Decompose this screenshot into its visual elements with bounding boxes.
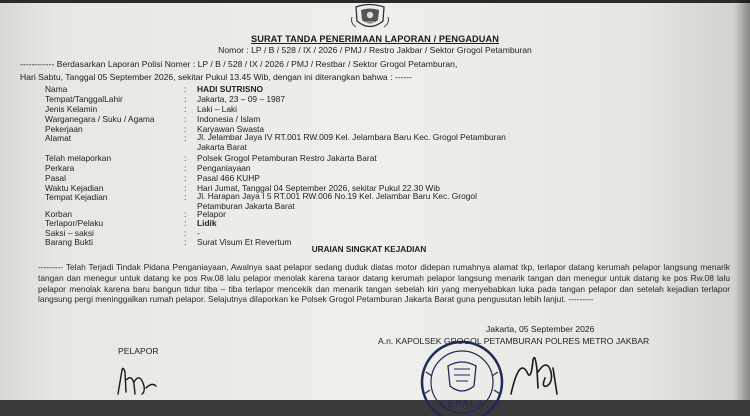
field-colon: :: [184, 133, 187, 143]
field-value: HADI SUTRISNO: [197, 84, 264, 94]
reporter-signature-icon: [112, 364, 162, 398]
field-label: Telah melaporkan: [45, 153, 112, 163]
field-colon: :: [184, 104, 187, 114]
field-label: Nama: [45, 84, 68, 94]
field-label: Saksi – saksi: [45, 228, 94, 238]
incident-summary-heading: [0, 245, 750, 254]
field-value: Karyawan Swasta: [197, 124, 265, 134]
field-value: Lidik: [197, 218, 217, 228]
field-value: Hari Jumat, Tanggal 04 September 2026, sekitar Pukul 22.30 Wib: [197, 183, 440, 193]
field-value: Surat Visum Et Revertum: [197, 237, 292, 247]
signer-title: A.n. KAPOLSEK GROGOL PETAMBURAN POLRES METRO JAKBAR: [378, 336, 650, 346]
field-colon: :: [184, 209, 187, 219]
field-value: Indonesia / Islam: [197, 114, 261, 124]
field-label: Warganegara / Suku / Agama: [45, 114, 155, 124]
police-emblem-icon: [348, 3, 392, 31]
field-colon: :: [184, 237, 187, 247]
field-colon: :: [184, 94, 187, 104]
incident-summary-text: --------- Telah Terjadi Tindak Pidana Penganiayaan, Awalnya saat pelapor sedang duduk diatas motor didepan rumahnya alamat tkp, terlapor datang kerumah pelapor langsung menarik tangan dan menegur untuk datang ke pos Rw.08 lalu pelapor menolak karena taraor datang kerumah pelapor langsung menarik tangan dan menegur untuk datang ke pos Rw.08 lalu pelapor menolak karena baru bangun tidur tiba – tiba terlapor mencekik dan menarik tangan sebelah kiri yang menyebabkan luka pada tangan pelapor dan setelah kejadian terlapor langsung pergi meninggalkan rumah pelapor. Selajutnya dilaporkan ke Polsek Grogol Petamburan Jakarta Barat guna pengusutan lebih lanjut. ---------: [38, 262, 730, 305]
officer-signature-icon: [505, 348, 565, 398]
field-colon: :: [184, 173, 187, 183]
intro-paragraph: [20, 58, 540, 83]
field-label: Barang Bukti: [45, 237, 93, 247]
field-value: Polsek Grogol Petamburan Restro Jakarta Barat: [197, 153, 377, 163]
field-colon: :: [184, 183, 187, 193]
field-value: Pasal 466 KUHP: [197, 173, 260, 183]
field-colon: :: [184, 153, 187, 163]
document-title: SURAT TANDA PENERIMAAN LAPORAN / PENGADUAN: [250, 34, 499, 44]
field-value: Pelapor: [197, 209, 226, 219]
field-label: Pekerjaan: [45, 124, 83, 134]
intro-line-2: Hari Sabtu, Tanggal 05 September 2026, sekitar Pukul 13.45 Wib, dengan ini diterangkan bahwa : ------: [20, 71, 413, 82]
official-stamp-icon: [410, 336, 514, 416]
field-colon: :: [184, 114, 187, 124]
field-value: Laki – Laki: [197, 104, 238, 114]
report-number: Nomor : LP / B / 528 / IX / 2026 / PMJ / Restro Jakbar / Sektor Grogol Petamburan: [218, 45, 532, 55]
field-value: Jl. Jelambar Jaya IV RT.001 RW.009 Kel. Jelambara Baru Kec. Grogol Petamburan Jakarta Barat: [197, 132, 506, 152]
issue-date: Jakarta, 05 September 2026: [486, 324, 595, 334]
intro-line-1: ------------ Berdasarkan Laporan Polisi Nomer : LP / B / 528 / IX / 2026 / PMJ / Restbar / Sektor Grogol Petamburan,: [20, 59, 458, 69]
field-value: Jl. Harapan Jaya I 5 RT.001 RW.006 No.19 Kel. Jelambar Baru Kec. Grogol Petamburan Jakarta Barat: [197, 191, 477, 211]
field-colon: :: [184, 228, 187, 238]
field-value: Jakarta, 23 – 09 – 1987: [197, 94, 286, 104]
field-label: Pasal: [45, 173, 66, 183]
field-colon: :: [184, 218, 187, 228]
field-label: Alamat: [45, 133, 72, 143]
field-label: Terlapor/Pelaku: [45, 218, 104, 228]
field-value: Penganiayaan: [197, 163, 251, 173]
field-label: Tempat Kejadian: [45, 192, 108, 202]
field-colon: :: [184, 192, 187, 202]
field-colon: :: [184, 84, 187, 94]
incident-summary-heading-text: URAIAN SINGKAT KEJADIAN: [311, 245, 427, 254]
field-colon: :: [184, 163, 187, 173]
reporter-label: PELAPOR: [118, 346, 159, 356]
stamp-text: KEPALA: [439, 399, 485, 410]
field-colon: :: [184, 124, 187, 134]
field-label: Tempat/TanggalLahir: [45, 94, 123, 104]
field-label: Jenis Kelamin: [45, 104, 98, 114]
field-label: Perkara: [45, 163, 75, 173]
scan-right-shadow: [734, 0, 750, 400]
field-label: Korban: [45, 209, 73, 219]
field-label: Waktu Kejadian: [45, 183, 104, 193]
field-value: -: [197, 228, 200, 238]
